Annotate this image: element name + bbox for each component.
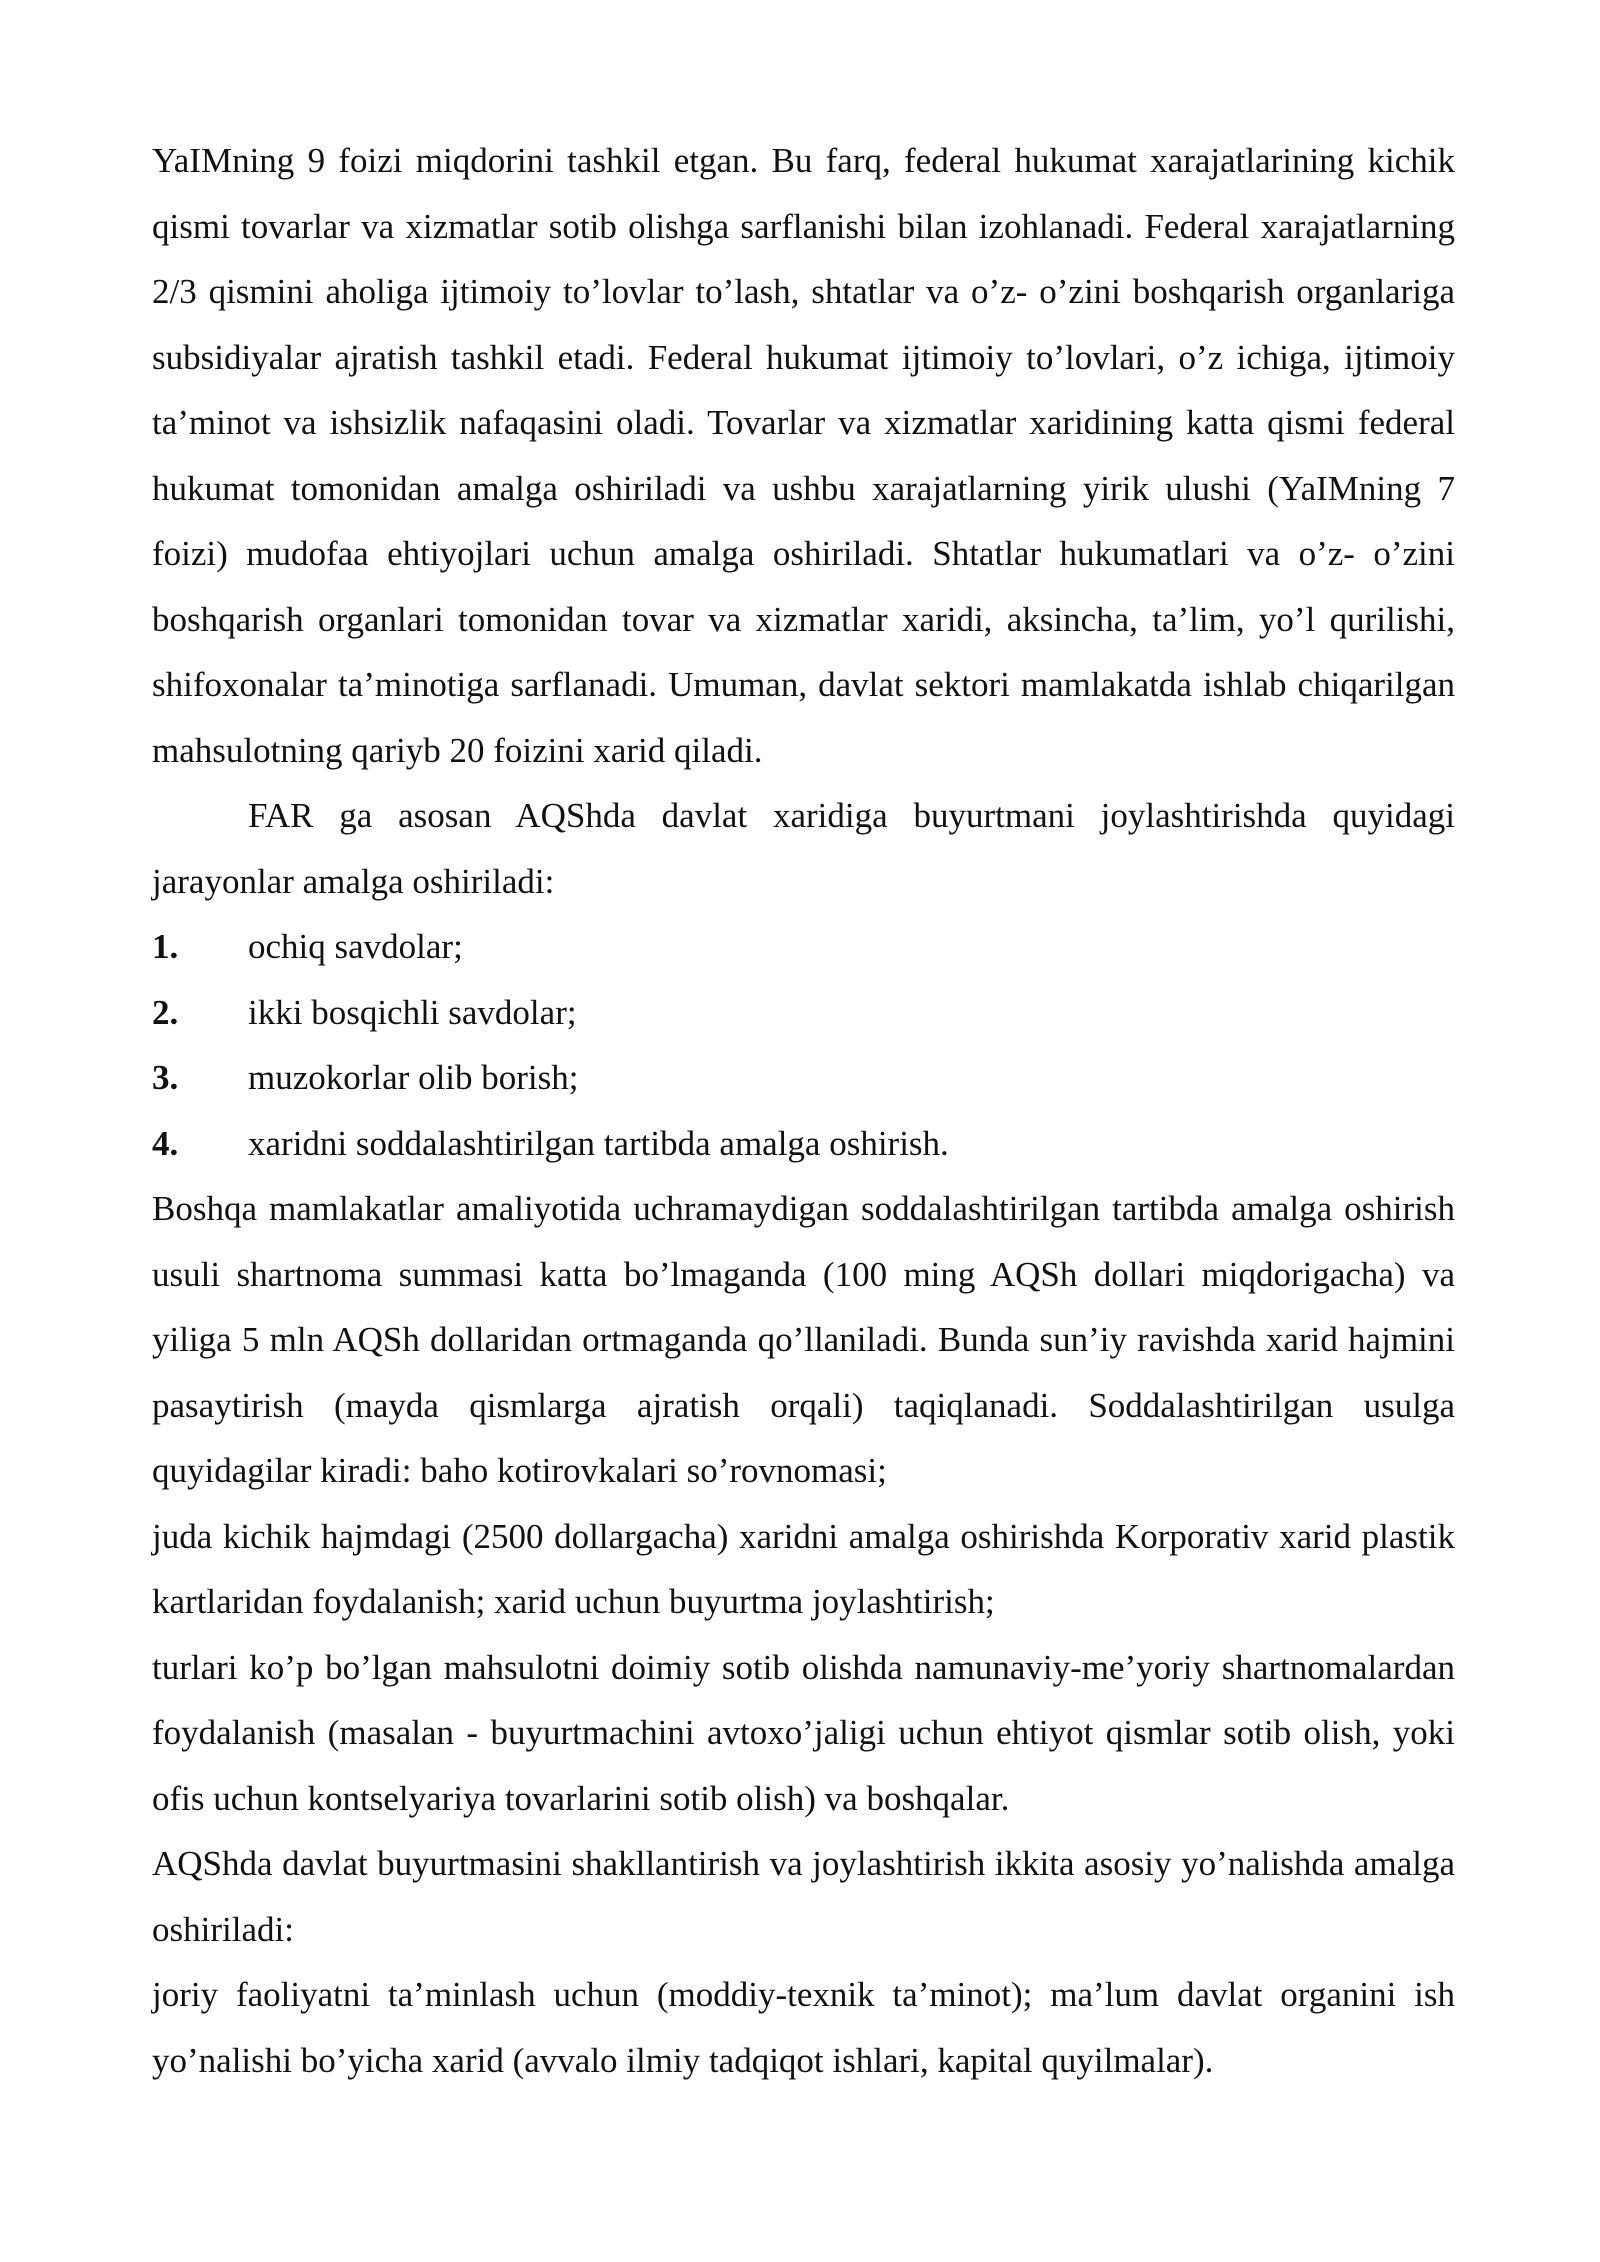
procurement-methods-list [152,914,1455,1176]
document-page [152,128,1455,2093]
list-item-text: ochiq savdolar; [248,927,463,966]
list-item-text: muzokorlar olib borish; [248,1058,579,1097]
list-item-number: 1. [152,927,179,966]
list-item-text: xaridni soddalashtirilgan tartibda amalga oshirish. [248,1123,949,1163]
list-item-text: ikki bosqichli savdolar; [248,992,577,1032]
list-item-number: 3. [152,1058,179,1097]
list-item-number: 4. [152,1123,179,1163]
paragraph-simplified-procedure: Boshqa mamlakatlar amaliyotida uchramaydigan soddalashtirilgan tartibda amalga oshirish usuli shartnoma summasi katta bo’lmaganda (100 ming AQSh dollari miqdorigacha) va yiliga 5 mln AQSh dollaridan ortmaganda qo’llaniladi. Bunda sun’iy ravishda xarid hajmini pasaytirish (mayda qismlarga ajratish orqali) taqiqlanadi. Soddalashtirilgan usulga quyidagilar kiradi: baho kotirovkalari so’rovnomasi; [152,1189,1455,1490]
paragraph-standard-contracts: turlari ko’p bo’lgan mahsulotni doimiy sotib olishda namunaviy-me’yoriy shartnomalardan foydalanish (masalan - buyurtmachini avtoxo’jaligi uchun ehtiyot qismlar sotib olish, yoki ofis uchun kontselyariya tovarlarini sotib olish) va boshqalar. [152,1647,1455,1818]
list-item [152,914,1455,980]
paragraph-two-directions: AQShda davlat buyurtmasini shakllantirish va joylashtirish ikkita asosiy yo’nalishda amalga oshiriladi: [152,1844,1455,1949]
paragraph-corporate-cards: juda kichik hajmdagi (2500 dollargacha) xaridni amalga oshirishda Korporativ xarid plastik kartlaridan foydalanish; xarid uchun buyurtma joylashtirish; [152,1516,1455,1621]
list-item [152,980,1455,1046]
paragraph-federal-spending: YaIMning 9 foizi miqdorini tashkil etgan. Bu farq, federal hukumat xarajatlarining kichik qismi tovarlar va xizmatlar sotib olishga sarflanishi bilan izohlanadi. Federal xarajatlarning 2/3 qismini aholiga ijtimoiy to’lovlar to’lash, shtatlar va o’z- o’zini boshqarish organlariga subsidiyalar ajratish tashkil etadi. Federal hukumat ijtimoiy to’lovlari, o’z ichiga, ijtimoiy ta’minot va ishsizlik nafaqasini oladi. Tovarlar va xizmatlar xaridining katta qismi federal hukumat tomonidan amalga oshiriladi va ushbu xarajatlarning yirik ulushi (YaIMning 7 foizi) mudofaa ehtiyojlari uchun amalga oshiriladi. Shtatlar hukumatlari va o’z- o’zini boshqarish organlari tomonidan tovar va xizmatlar xaridi, aksincha, ta’lim, yo’l qurilishi, shifoxonalar ta’minotiga sarflanadi. Umuman, davlat sektori mamlakatda ishlab chiqarilgan mahsulotning qariyb 20 foizini xarid qiladi. [152,141,1455,770]
list-item [152,1111,1455,1177]
paragraph-far-intro: FAR ga asosan AQShda davlat xaridiga buyurtmani joylashtirishda quyidagi jarayonlar amalga oshiriladi: [152,796,1455,901]
list-item [152,1045,1455,1111]
paragraph-current-activity: joriy faoliyatni ta’minlash uchun (moddiy-texnik ta’minot); ma’lum davlat organini ish yo’nalishi bo’yicha xarid (avvalo ilmiy tadqiqot ishlari, kapital quyilmalar). [152,1975,1455,2080]
list-item-number: 2. [152,992,179,1032]
